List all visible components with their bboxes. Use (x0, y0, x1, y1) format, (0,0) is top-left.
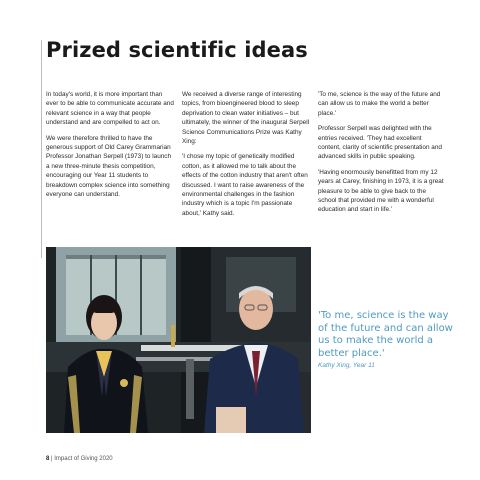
feature-photo (46, 247, 311, 433)
pull-quote (318, 310, 458, 369)
paragraph: 'Having enormously benefitted from my 12 years at Carey, finishing in 1973, it is a great pleasure to be able to give back to the school that provided me with a wonderful education and start in life.' (318, 168, 444, 214)
paragraph: In today's world, it is more important than ever to be able to communicate accurate and relevant science in a way that people understand and are compelled to act on. (46, 91, 174, 127)
paragraph: Professor Serpell was delighted with the entries received. 'They had excellent content, clarity of scientific presentation and advanced skills in public speaking. (318, 125, 442, 161)
photo-illustration (46, 247, 311, 433)
footer-separator: | (51, 456, 53, 462)
body-column-1 (46, 90, 174, 205)
body-column-2 (182, 90, 310, 224)
pull-quote-attribution: Kathy Xing, Year 11 (318, 362, 375, 369)
paragraph: 'I chose my topic of genetically modified cotton, as it allowed me to talk about the effects of the cotton industry that aren't often discussed. I want to raise awareness of the environmental challenges in the fashion industry which is a topic I'm passionate about,' Kathy said. (182, 153, 308, 217)
page-number: 8 (46, 456, 50, 462)
page-footer (46, 456, 113, 462)
pull-quote-text: 'To me, science is the way of the future and can allow us to make the world a better place.' (318, 310, 453, 359)
paragraph: 'To me, science is the way of the future and can allow us to make the world a better place.' (318, 91, 441, 117)
publication-name: Impact of Giving 2020 (54, 456, 113, 462)
paragraph: We were therefore thrilled to have the generous support of Old Carey Grammarian Professor Jonathan Serpell (1973) to launch a new three-minute thesis competition, encouraging our Year 11 students to breakdown complex science into something everyone can understand. (46, 134, 172, 199)
paragraph: We received a diverse range of interesting topics, from bioengineered blood to sleep deprivation to clean water initiatives – but ultimately, the winner of the inaugural Serpell Science Communications Prize was Kathy Xing: (182, 91, 310, 146)
left-margin-rule (41, 40, 42, 258)
page-title: Prized scientific ideas (46, 38, 308, 62)
body-column-3 (318, 90, 446, 221)
